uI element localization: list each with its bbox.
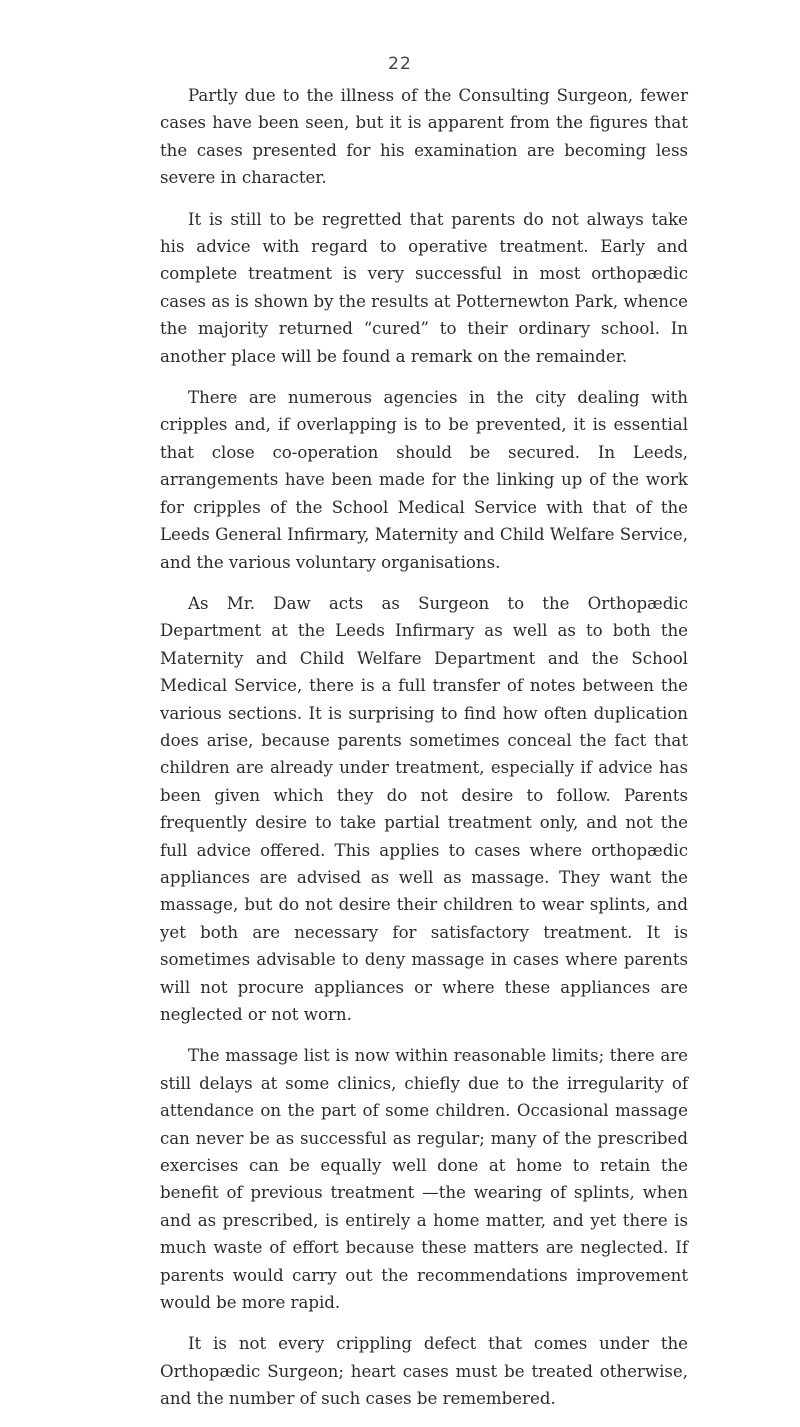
page-number: 22: [388, 54, 412, 74]
paragraph-transfer-of-notes: As Mr. Daw acts as Surgeon to the Orthopædic Department at the Leeds Infirmary as well as to both the Maternity and Child Welfare Department and the School Medical Service, there is a full transfer of notes between the various sections. It is surprising to find how often duplication does arise, because parents sometimes conceal the fact that children are already under treatment, especially if advice has been given which they do not desire to follow. Parents frequently desire to take partial treatment only, and not the full advice offered. This applies to cases where orthopædic appliances are advised as well as massage. They want the massage, but do not desire their children to wear splints, and yet both are necessary for satisfactory treatment. It is sometimes advisable to deny massage in cases where parents will not procure appliances or where these appliances are neglected or not worn.: [160, 593, 688, 1024]
paragraph-operative-treatment: It is still to be regretted that parents do not always take his advice with regard to operative treatment. Early and complete treatment is very successful in most orthopædic cases as is shown by the results at Potternewton Park, whence the majority returned “cured” to their ordinary school. In another place will be found a remark on the remainder.: [160, 209, 688, 366]
body-text: [160, 82, 688, 1427]
paragraph-consulting-surgeon: Partly due to the illness of the Consulting Surgeon, fewer cases have been seen, but it is apparent from the figures that the cases presented for his examination are becoming less severe in character.: [160, 86, 688, 188]
paragraph-heart-cases: It is not every crippling defect that comes under the Orthopædic Surgeon; heart cases must be treated otherwise, and the number of such cases be remembered.: [160, 1334, 688, 1409]
paragraph-agencies-cooperation: There are numerous agencies in the city dealing with cripples and, if overlapping is to be prevented, it is essential that close co-operation should be secured. In Leeds, arrangements have been made for the linking up of the work for cripples of the School Medical Service with that of the Leeds General Infirmary, Maternity and Child Welfare Service, and the various voluntary organisations.: [160, 388, 688, 572]
paragraph-massage-list: The massage list is now within reasonable limits; there are still delays at some clinics, chiefly due to the irregularity of attendance on the part of some children. Occasional massage can never be as successful as regular; many of the prescribed exercises can be equally well done at home to retain the benefit of previous treatment —the wearing of splints, when and as prescribed, is entirely a home matter, and yet there is much waste of effort because these matters are neglected. If parents would carry out the recommendations improvement would be more rapid.: [160, 1046, 688, 1313]
